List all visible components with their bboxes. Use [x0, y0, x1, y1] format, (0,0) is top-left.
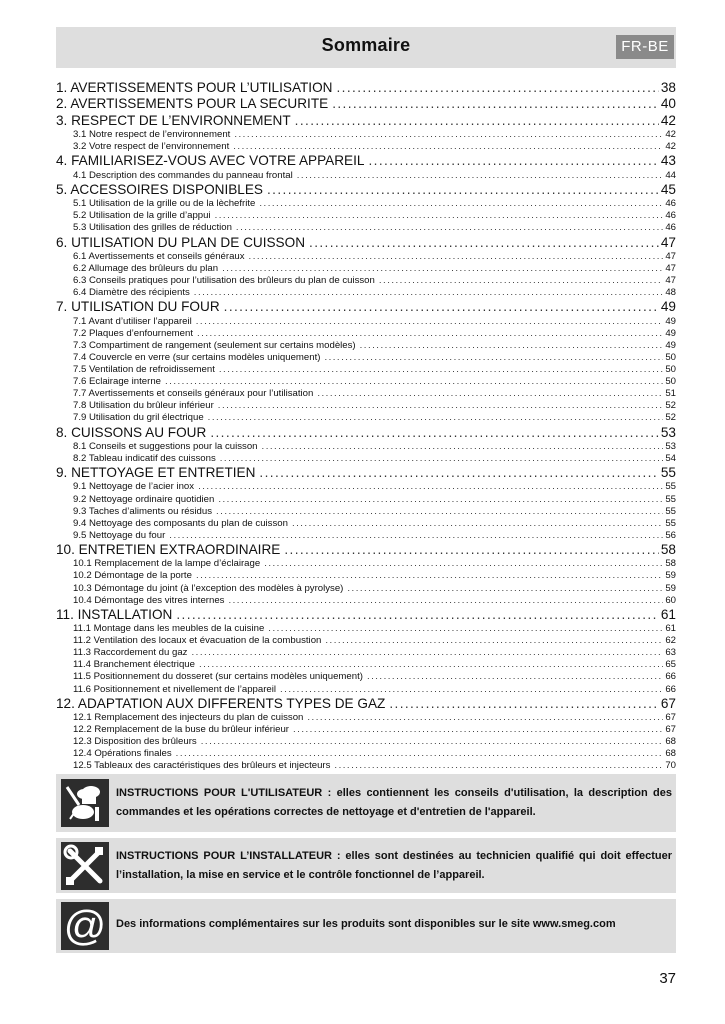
toc-section [56, 659, 676, 671]
toc-entry-page: 52 [665, 412, 676, 424]
toc-dot-leader [332, 96, 659, 112]
user-instructions-box [56, 774, 676, 832]
toc-entry-page: 61 [665, 623, 676, 635]
toc-dot-leader [249, 251, 664, 263]
toc-dot-leader [210, 425, 659, 441]
toc-section [56, 748, 676, 760]
toc-entry-page: 46 [665, 222, 676, 234]
toc-entry-page: 67 [660, 695, 676, 711]
toc-entry-title: 6.2 Allumage des brûleurs du plan [73, 263, 219, 274]
toc-entry-page: 42 [665, 141, 676, 153]
tools-icon [61, 842, 109, 890]
toc-section [56, 595, 676, 607]
toc-dot-leader [284, 542, 659, 558]
toc-entry-title: 7.3 Compartiment de rangement (seulement sur certains modèles) [73, 339, 356, 351]
chef-icon [61, 779, 109, 827]
toc-entry-page: 47 [665, 275, 676, 287]
toc-entry-title: 7.9 Utilisation du gril électrique [73, 412, 204, 424]
toc-section [56, 400, 676, 412]
toc-entry-title: 10.4 Démontage des vitres internes [73, 594, 225, 606]
toc-entry-title: 4. FAMILIARISEZ-VOUS AVEC VOTRE APPAREIL [56, 153, 365, 169]
toc-entry-title: 6.1 Avertissements et conseils généraux [73, 250, 245, 262]
user-instructions-text: INSTRUCTIONS POUR L'UTILISATEUR : elles contiennent les conseils d'utilisation, la description des commandes et les opérations correctes de nettoyage et d'entretien de l'appareil. [116, 787, 672, 818]
page-title: Sommaire [321, 35, 411, 55]
toc-entry-title: 9.2 Nettoyage ordinaire quotidien [73, 493, 215, 505]
toc-entry-title: 5.2 Utilisation de la grille d’appui [73, 210, 211, 222]
toc-dot-leader [367, 671, 663, 683]
toc-entry-page: 47 [665, 263, 676, 274]
toc-dot-leader [293, 724, 663, 736]
toc-entry-title: 5. ACCESSOIRES DISPONIBLES [56, 181, 263, 197]
toc-chapter [56, 113, 676, 129]
toc-section [56, 352, 676, 364]
toc-section [56, 287, 676, 299]
toc-entry-title: 8. CUISSONS AU FOUR [56, 424, 207, 440]
toc-entry-page: 55 [665, 493, 676, 505]
toc-section [56, 481, 676, 493]
toc-chapter [56, 299, 676, 315]
toc-entry-page: 68 [665, 748, 676, 760]
toc-entry-page: 60 [665, 594, 676, 606]
toc-dot-leader [234, 129, 663, 141]
toc-section [56, 724, 676, 736]
toc-entry-page: 63 [665, 647, 676, 659]
toc-dot-leader [264, 558, 663, 570]
toc-dot-leader [259, 198, 663, 210]
toc-entry-page: 66 [665, 683, 676, 695]
toc-dot-leader [222, 263, 663, 275]
toc-dot-leader [297, 170, 664, 182]
toc-section [56, 684, 676, 696]
toc-entry-title: 7.5 Ventilation de refroidissement [73, 364, 215, 376]
toc-entry-page: 55 [665, 481, 676, 493]
toc-entry-title: 11.3 Raccordement du gaz [73, 647, 188, 659]
toc-section [56, 623, 676, 635]
toc-entry-page: 53 [665, 440, 676, 452]
toc-entry-title: 7.4 Couvercle en verre (sur certains modèles uniquement) [73, 351, 321, 363]
toc-dot-leader [280, 684, 663, 696]
toc-entry-title: 7.7 Avertissements et conseils généraux pour l’utilisation [73, 388, 314, 400]
toc-section [56, 558, 676, 570]
toc-entry-page: 48 [665, 287, 676, 299]
toc-dot-leader [307, 712, 663, 724]
toc-section [56, 506, 676, 518]
toc-entry-page: 44 [665, 169, 676, 181]
toc-dot-leader [368, 153, 658, 169]
toc-chapter [56, 465, 676, 481]
toc-dot-leader [309, 235, 659, 251]
toc-dot-leader [218, 400, 664, 412]
toc-chapter [56, 542, 676, 558]
toc-dot-leader [317, 388, 663, 400]
toc-section [56, 570, 676, 582]
toc-section [56, 376, 676, 388]
toc-dot-leader [347, 583, 663, 595]
toc-section [56, 129, 676, 141]
toc-entry-page: 47 [660, 234, 676, 250]
toc-entry-title: 8.1 Conseils et suggestions pour la cuisson [73, 440, 258, 452]
toc-section [56, 364, 676, 376]
toc-chapter [56, 96, 676, 112]
toc-entry-page: 42 [660, 112, 676, 128]
toc-dot-leader [360, 340, 664, 352]
toc-dot-leader [233, 141, 663, 153]
toc-entry-page: 70 [665, 760, 676, 772]
toc-entry-page: 56 [665, 529, 676, 541]
toc-entry-page: 55 [660, 465, 676, 481]
installer-instructions-box [56, 838, 676, 893]
toc-entry-title: 10. ENTRETIEN EXTRAORDINAIRE [56, 541, 281, 557]
toc-chapter [56, 153, 676, 169]
toc-dot-leader [218, 494, 663, 506]
toc-entry-page: 50 [665, 376, 676, 388]
toc-entry-page: 49 [665, 339, 676, 351]
toc-dot-leader [208, 412, 664, 424]
toc-section [56, 647, 676, 659]
web-info-text: Des informations complémentaires sur les produits sont disponibles sur le site www.smeg.com [116, 918, 616, 930]
toc-dot-leader [236, 222, 663, 234]
toc-entry-page: 55 [665, 505, 676, 517]
toc-entry-title: 9.1 Nettoyage de l’acier inox [73, 481, 195, 493]
toc-entry-page: 54 [665, 453, 676, 464]
toc-dot-leader [324, 352, 663, 364]
toc-entry-page: 55 [665, 517, 676, 529]
toc-entry-title: 12.3 Disposition des brûleurs [73, 736, 197, 748]
toc-section [56, 494, 676, 506]
toc-entry-title: 9.4 Nettoyage des composants du plan de cuisson [73, 517, 288, 529]
toc-dot-leader [295, 113, 659, 129]
toc-dot-leader [194, 287, 664, 299]
toc-entry-page: 68 [665, 736, 676, 748]
toc-entry-page: 45 [660, 181, 676, 197]
at-sign-icon [61, 902, 109, 950]
toc-entry-title: 11.1 Montage dans les meubles de la cuisine [73, 623, 265, 635]
toc-entry-page: 62 [665, 635, 676, 647]
toc-section [56, 222, 676, 234]
toc-dot-leader [191, 647, 663, 659]
toc-entry-title: 7.6 Eclairage interne [73, 376, 161, 388]
toc-entry-page: 40 [660, 96, 676, 112]
toc-entry-title: 1. AVERTISSEMENTS POUR L’UTILISATION [56, 80, 333, 95]
toc-entry-title: 5.1 Utilisation de la grille ou de la lèchefrite [73, 198, 256, 210]
toc-dot-leader [262, 441, 664, 453]
toc-entry-title: 11.4 Branchement électrique [73, 659, 195, 671]
toc-dot-leader [196, 316, 664, 328]
toc-section [56, 441, 676, 453]
toc-entry-page: 59 [665, 582, 676, 594]
toc-dot-leader [215, 210, 664, 222]
toc-entry-title: 11.2 Ventilation des locaux et évacuation de la combustion [73, 635, 322, 647]
toc-entry-title: 3.1 Notre respect de l’environnement [73, 129, 231, 141]
toc-entry-page: 61 [660, 606, 676, 622]
toc-entry-title: 7.1 Avant d’utiliser l’appareil [73, 315, 192, 327]
toc-entry-page: 38 [660, 80, 676, 95]
toc-dot-leader [268, 623, 663, 635]
toc-entry-title: 5.3 Utilisation des grilles de réduction [73, 222, 232, 234]
toc-section [56, 583, 676, 595]
toc-entry-title: 10.1 Remplacement de la lampe d’éclairage [73, 558, 261, 570]
toc-chapter [56, 182, 676, 198]
toc-section [56, 141, 676, 153]
toc-section [56, 210, 676, 222]
toc-dot-leader [336, 80, 658, 96]
toc-entry-page: 49 [665, 327, 676, 339]
toc-dot-leader [292, 518, 663, 530]
toc-entry-title: 10.3 Démontage du joint (à l’exception des modèles à pyrolyse) [73, 582, 344, 594]
toc-dot-leader [389, 696, 659, 712]
toc-entry-title: 12.4 Opérations finales [73, 748, 172, 760]
toc-entry-title: 2. AVERTISSEMENTS POUR LA SECURITE [56, 96, 329, 112]
toc-entry-title: 9.3 Taches d’aliments ou résidus [73, 505, 213, 517]
toc-section [56, 198, 676, 210]
toc-dot-leader [216, 506, 663, 518]
toc-entry-title: 6. UTILISATION DU PLAN DE CUISSON [56, 234, 306, 250]
toc-entry-title: 11. INSTALLATION [56, 606, 173, 622]
toc-section [56, 170, 676, 182]
toc-entry-title: 12.5 Tableaux des caractéristiques des brûleurs et injecteurs [73, 760, 331, 772]
toc-chapter [56, 607, 676, 623]
toc-dot-leader [199, 659, 663, 671]
toc-entry-title: 7.8 Utilisation du brûleur inférieur [73, 400, 214, 412]
toc-entry-title: 6.3 Conseils pratiques pour l’utilisation des brûleurs du plan de cuisson [73, 275, 375, 287]
web-info-box [56, 899, 676, 953]
toc-entry-page: 58 [660, 541, 676, 557]
toc-dot-leader [334, 760, 663, 772]
toc-chapter [56, 235, 676, 251]
toc-entry-page: 65 [665, 659, 676, 671]
toc-dot-leader [176, 607, 659, 623]
toc-chapter [56, 80, 676, 96]
toc-dot-leader [228, 595, 663, 607]
toc-chapter [56, 425, 676, 441]
toc-entry-page: 67 [665, 712, 676, 724]
toc-dot-leader [196, 570, 663, 582]
toc-dot-leader [224, 299, 659, 315]
toc-entry-title: 4.1 Description des commandes du panneau frontal [73, 169, 293, 181]
toc-chapter [56, 696, 676, 712]
toc-entry-page: 50 [665, 364, 676, 376]
toc-dot-leader [197, 328, 663, 340]
toc-entry-page: 42 [665, 129, 676, 141]
toc-section [56, 635, 676, 647]
toc-section [56, 316, 676, 328]
toc-section [56, 671, 676, 683]
toc-entry-page: 66 [665, 671, 676, 683]
toc-section [56, 760, 676, 772]
toc-section [56, 328, 676, 340]
toc-entry-page: 49 [665, 315, 676, 327]
toc-entry-page: 53 [660, 424, 676, 440]
toc-entry-title: 9. NETTOYAGE ET ENTRETIEN [56, 465, 256, 481]
toc-section [56, 263, 676, 275]
toc-entry-page: 43 [660, 153, 676, 169]
toc-dot-leader [201, 736, 664, 748]
toc-entry-page: 47 [665, 250, 676, 262]
toc-entry-title: 10.2 Démontage de la porte [73, 570, 192, 582]
toc-dot-leader [198, 481, 663, 493]
toc-section [56, 275, 676, 287]
toc-entry-title: 6.4 Diamètre des récipients [73, 287, 190, 299]
toc-entry-page: 50 [665, 351, 676, 363]
page-header [56, 27, 676, 68]
toc-section [56, 340, 676, 352]
installer-instructions-text: INSTRUCTIONS POUR L’INSTALLATEUR : elles sont destinées au technicien qualifié qui doit effectuer l’installation, la mise en service et le contrôle fonctionnel de l’appareil. [116, 850, 672, 881]
toc-dot-leader [379, 275, 663, 287]
toc-entry-title: 3.2 Votre respect de l’environnement [73, 141, 230, 153]
toc-entry-page: 52 [665, 400, 676, 412]
toc-dot-leader [325, 635, 663, 647]
toc-section [56, 251, 676, 263]
toc-entry-title: 9.5 Nettoyage du four [73, 529, 166, 541]
toc-entry-page: 59 [665, 570, 676, 582]
toc-dot-leader [220, 453, 664, 465]
toc-dot-leader [169, 530, 663, 542]
toc-entry-title: 7. UTILISATION DU FOUR [56, 299, 220, 315]
toc-entry-page: 46 [665, 210, 676, 222]
table-of-contents [56, 80, 676, 773]
toc-entry-page: 67 [665, 724, 676, 736]
toc-dot-leader [259, 465, 658, 481]
toc-entry-page: 49 [660, 299, 676, 315]
toc-dot-leader [176, 748, 664, 760]
toc-section [56, 453, 676, 465]
toc-dot-leader [219, 364, 663, 376]
toc-entry-title: 3. RESPECT DE L’ENVIRONNEMENT [56, 112, 291, 128]
toc-section [56, 712, 676, 724]
language-badge: FR-BE [616, 35, 674, 59]
toc-entry-title: 7.2 Plaques d’enfournement [73, 327, 194, 339]
toc-entry-page: 46 [665, 198, 676, 210]
toc-entry-title: 12. ADAPTATION AUX DIFFERENTS TYPES DE GAZ [56, 695, 386, 711]
toc-entry-page: 58 [665, 558, 676, 570]
toc-section [56, 736, 676, 748]
toc-dot-leader [165, 376, 663, 388]
toc-section [56, 518, 676, 530]
svg-text:@: @ [63, 902, 107, 949]
toc-entry-title: 11.6 Positionnement et nivellement de l’appareil [73, 683, 277, 695]
toc-entry-title: 8.2 Tableau indicatif des cuissons [73, 453, 216, 464]
toc-section [56, 530, 676, 542]
toc-dot-leader [267, 182, 659, 198]
toc-entry-title: 12.2 Remplacement de la buse du brûleur inférieur [73, 724, 289, 736]
toc-section [56, 412, 676, 424]
toc-entry-title: 11.5 Positionnement du dosseret (sur certains modèles uniquement) [73, 671, 363, 683]
page-number: 37 [659, 970, 676, 987]
toc-entry-title: 12.1 Remplacement des injecteurs du plan de cuisson [73, 712, 304, 724]
toc-section [56, 388, 676, 400]
toc-entry-page: 51 [665, 388, 676, 400]
